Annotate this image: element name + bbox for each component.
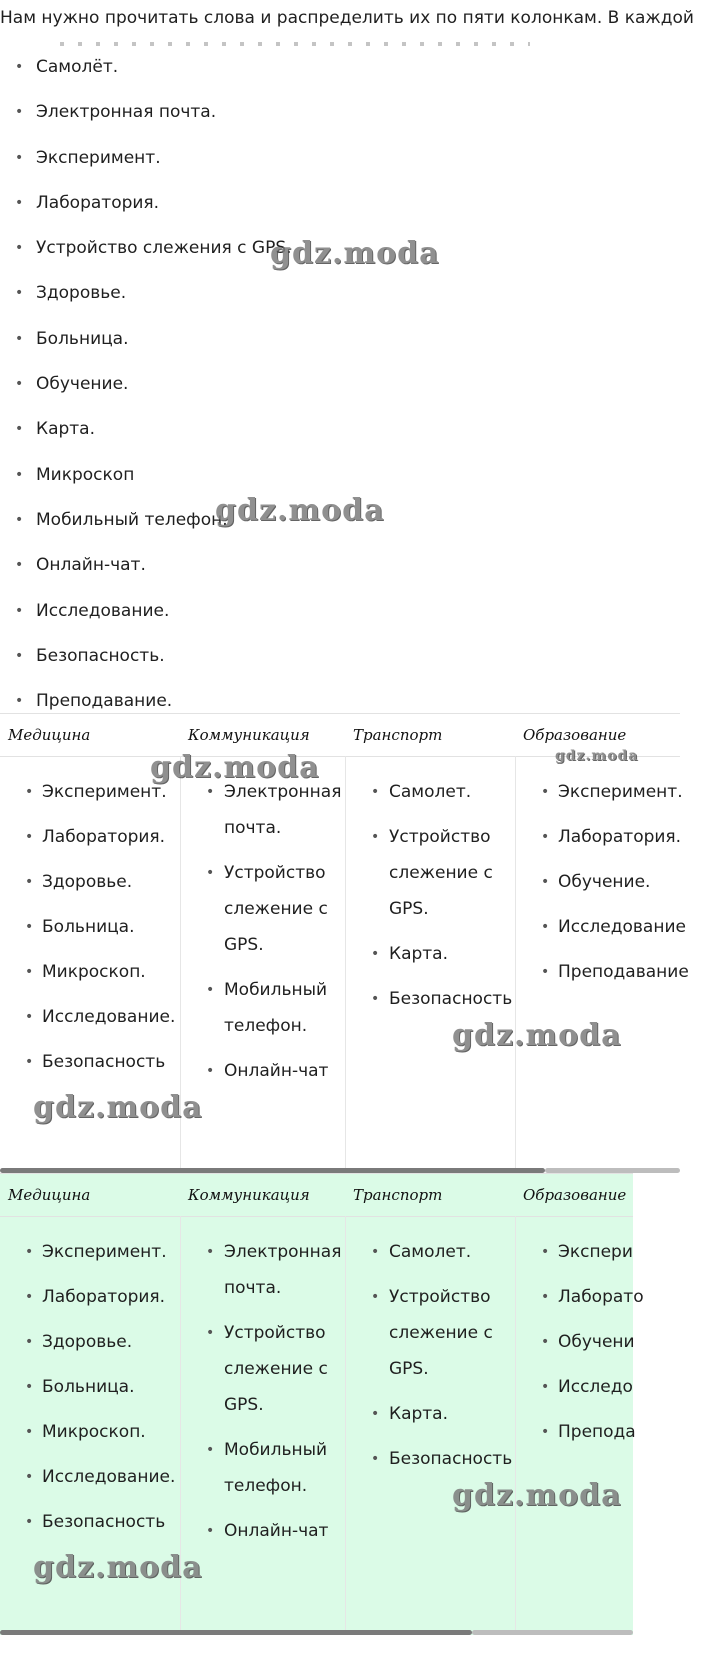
table-cell-item: • Больница. bbox=[0, 1369, 180, 1405]
table-cell-item: • Исследование. bbox=[0, 999, 180, 1035]
table-cell-item: • Устройство слежение с GPS. bbox=[346, 1279, 516, 1387]
table-cell-item: • Электронная почта. bbox=[181, 774, 346, 846]
header-medicine: Медицина bbox=[8, 1186, 91, 1204]
table-cell-item: • Безопасность bbox=[346, 1441, 516, 1477]
list-item: • Преподавание. bbox=[0, 679, 680, 724]
header-education: Образование bbox=[523, 726, 627, 744]
table-cell-item: • Здоровье. bbox=[0, 1324, 180, 1360]
table-cell-item: • Самолет. bbox=[346, 774, 516, 810]
list-item: • Карта. bbox=[0, 407, 680, 452]
table-cell-item: • Лаборатория. bbox=[516, 819, 716, 855]
column-medicine bbox=[0, 756, 180, 1173]
list-item: • Лаборатория. bbox=[0, 181, 680, 226]
category-table-highlighted bbox=[0, 1173, 680, 1635]
header-education: Образование bbox=[523, 1186, 627, 1204]
list-item: • Самолёт. bbox=[0, 45, 680, 90]
header-medicine: Медицина bbox=[8, 726, 91, 744]
table-cell-item: • Больница. bbox=[0, 909, 180, 945]
table-cell-item: • Мобильный телефон. bbox=[181, 972, 346, 1044]
watermark-logo: gdz.moda bbox=[555, 748, 639, 764]
table-cell-item: • Самолет. bbox=[346, 1234, 516, 1270]
column-communication bbox=[180, 1216, 346, 1635]
table-cell-item: • Эксперимент. bbox=[516, 774, 716, 810]
list-item: • Исследование. bbox=[0, 589, 680, 634]
watermark-logo: gdz.moda bbox=[215, 493, 385, 528]
list-item: • Онлайн-чат. bbox=[0, 543, 680, 588]
watermark-logo: gdz.moda bbox=[33, 1090, 203, 1125]
list-item: • Микроскоп bbox=[0, 453, 680, 498]
table-cell-item: • Мобильный телефон. bbox=[181, 1432, 346, 1504]
watermark-logo: gdz.moda bbox=[150, 750, 320, 785]
header-communication: Коммуникация bbox=[188, 726, 310, 744]
table-cell-item: • Устройство слежение с GPS. bbox=[181, 855, 346, 963]
watermark-logo: gdz.moda bbox=[33, 1550, 203, 1585]
table-cell-item: • Электронная почта. bbox=[181, 1234, 346, 1306]
table-cell-item: • Эксперимент. bbox=[0, 1234, 180, 1270]
table-cell-item: • Безопасность bbox=[0, 1044, 180, 1080]
table-cell-item: • Устройство слежение с GPS. bbox=[346, 819, 516, 927]
table-cell-item: • Обучение. bbox=[516, 864, 716, 900]
category-table bbox=[0, 713, 689, 1173]
word-list bbox=[0, 45, 680, 724]
list-item: • Мобильный телефон. bbox=[0, 498, 680, 543]
table-cell-item: • Эксперимент. bbox=[0, 774, 180, 810]
table-scroll-area[interactable] bbox=[0, 1173, 644, 1635]
intro-line: Нам нужно прочитать слова и распределить их по пяти колонкам. В каждой bbox=[0, 8, 694, 28]
list-item: • Устройство слежения с GPS. bbox=[0, 226, 680, 271]
table-header-row bbox=[0, 713, 680, 757]
watermark-logo: gdz.moda bbox=[270, 236, 440, 271]
table-cell-item: • Исследование. bbox=[0, 1459, 180, 1495]
header-transport: Транспорт bbox=[353, 726, 443, 744]
table-cell-item: • Онлайн-чат bbox=[181, 1513, 346, 1549]
table-cell-item: • Препода bbox=[516, 1414, 716, 1450]
list-item: • Здоровье. bbox=[0, 271, 680, 316]
table-cell-item: • Лаборато bbox=[516, 1279, 716, 1315]
table-cell-item: • Лаборатория. bbox=[0, 819, 180, 855]
table-cell-item: • Преподавание bbox=[516, 954, 716, 990]
horizontal-scrollbar-thumb[interactable] bbox=[0, 1630, 472, 1635]
column-transport bbox=[345, 756, 516, 1173]
table-cell-item: • Экспери bbox=[516, 1234, 716, 1270]
column-education bbox=[515, 1216, 716, 1635]
table-cell-item: • Лаборатория. bbox=[0, 1279, 180, 1315]
intro-text bbox=[0, 0, 694, 46]
table-header-row bbox=[0, 1173, 633, 1217]
list-item: • Эксперимент. bbox=[0, 136, 680, 181]
table-scroll-area[interactable] bbox=[0, 713, 689, 1173]
horizontal-scrollbar-track[interactable] bbox=[472, 1630, 633, 1635]
list-item: • Электронная почта. bbox=[0, 90, 680, 135]
table-cell-item: • Онлайн-чат bbox=[181, 1053, 346, 1089]
header-communication: Коммуникация bbox=[188, 1186, 310, 1204]
table-cell-item: • Исследо bbox=[516, 1369, 716, 1405]
table-cell-item: • Карта. bbox=[346, 936, 516, 972]
header-transport: Транспорт bbox=[353, 1186, 443, 1204]
list-item: • Больница. bbox=[0, 317, 680, 362]
column-education bbox=[515, 756, 716, 1173]
table-cell-item: • Микроскоп. bbox=[0, 954, 180, 990]
table-cell-item: • Исследование bbox=[516, 909, 716, 945]
table-cell-item: • Обучени bbox=[516, 1324, 716, 1360]
column-medicine bbox=[0, 1216, 180, 1635]
column-transport bbox=[345, 1216, 516, 1635]
table-cell-item: • Безопасность bbox=[346, 981, 516, 1017]
table-cell-item: • Микроскоп. bbox=[0, 1414, 180, 1450]
watermark-logo: gdz.moda bbox=[452, 1018, 622, 1053]
column-communication bbox=[180, 756, 346, 1173]
table-cell-item: • Устройство слежение с GPS. bbox=[181, 1315, 346, 1423]
table-cell-item: • Карта. bbox=[346, 1396, 516, 1432]
table-cell-item: • Безопасность bbox=[0, 1504, 180, 1540]
table-cell-item: • Здоровье. bbox=[0, 864, 180, 900]
watermark-logo: gdz.moda bbox=[452, 1478, 622, 1513]
list-item: • Безопасность. bbox=[0, 634, 680, 679]
list-item: • Обучение. bbox=[0, 362, 680, 407]
